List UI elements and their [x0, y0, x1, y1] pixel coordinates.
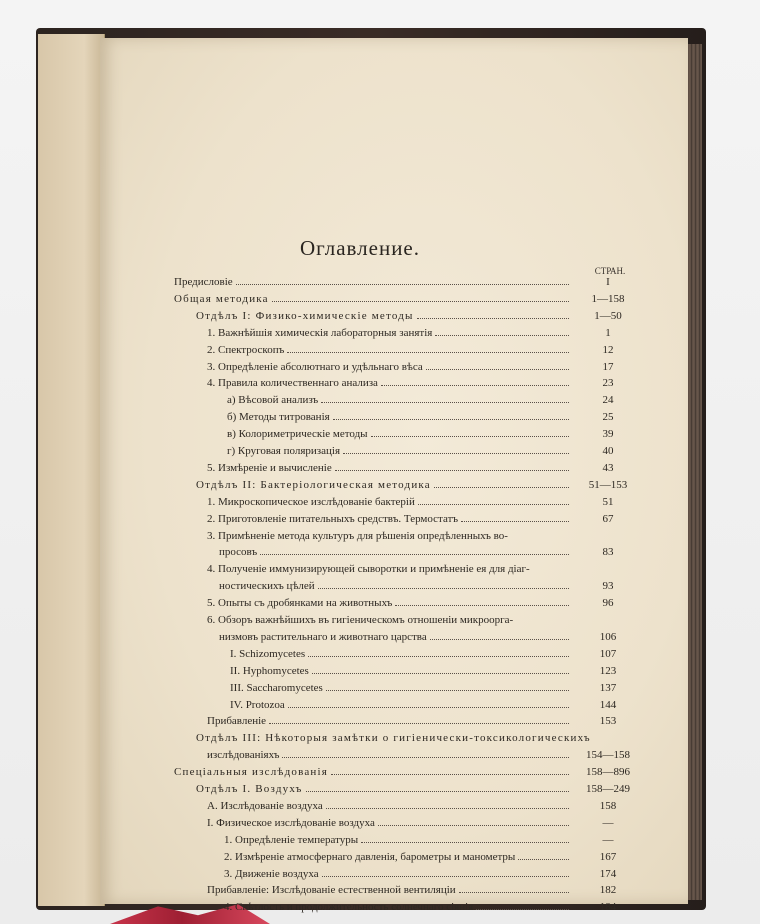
toc-entry-label: б) Методы титрованія	[227, 411, 330, 424]
toc-entry-label: Отдѣлъ I. Воздухъ	[196, 783, 303, 795]
toc-entry	[227, 443, 614, 459]
dot-leader	[511, 529, 569, 539]
left-page	[38, 34, 105, 906]
toc-entry	[174, 274, 610, 290]
toc-entry-label: Общая методика	[174, 292, 269, 305]
dot-leader	[361, 832, 569, 843]
toc-entry-label: 3. Опредѣленіе абсолютнаго и удѣльнаго вѣса	[207, 360, 423, 373]
toc-entry-page: 158—896	[586, 766, 630, 779]
dot-leader	[282, 747, 569, 758]
toc-entry-page: 153	[599, 715, 617, 728]
toc-entry	[207, 595, 614, 611]
toc-entry	[207, 325, 611, 341]
toc-entry	[227, 426, 614, 442]
toc-entry	[207, 882, 617, 898]
page-column-header: СТРАН.	[594, 266, 626, 276]
toc-entry	[174, 291, 625, 307]
toc-entry-label: Отдѣлъ II: Бактеріологическая методика	[196, 478, 431, 491]
toc-entry	[207, 747, 630, 763]
toc-entry-label: ностическихъ цѣлей	[219, 580, 315, 593]
dot-leader	[518, 849, 569, 860]
dot-leader	[461, 511, 569, 522]
toc-entry	[207, 375, 614, 391]
toc-entry	[219, 629, 617, 645]
dot-leader	[434, 477, 569, 488]
dot-leader	[288, 697, 569, 708]
toc-entry-page: —	[602, 816, 614, 829]
dot-leader	[343, 443, 569, 454]
toc-entry	[207, 815, 614, 831]
dot-leader	[322, 866, 569, 877]
toc-entry	[207, 798, 617, 814]
toc-entry	[219, 578, 614, 594]
toc-entry-label: 4. Полученіе иммунизирующей сыворотки и примѣненіе ея для діаг-	[207, 563, 530, 576]
dot-leader	[306, 781, 569, 792]
toc-entry-page: 43	[602, 461, 614, 474]
toc-entry-page: 184	[599, 901, 617, 914]
toc-entry-page: 1	[605, 326, 611, 339]
toc-entry-label: 4. Свѣтлость и продолжительность солнечнаго сіянія	[224, 901, 474, 914]
dot-leader	[459, 882, 569, 893]
toc-entry-page: 24	[602, 394, 614, 407]
toc-entry	[196, 781, 630, 797]
dot-leader	[533, 562, 569, 572]
toc-entry-page: 137	[599, 681, 617, 694]
dot-leader	[312, 663, 569, 674]
toc-entry-label: 3. Примѣненіе метода культуръ для рѣшенія опредѣленныхъ во-	[207, 529, 508, 542]
toc-entry-label: IV. Protozoa	[230, 698, 285, 711]
toc-entry	[207, 713, 617, 729]
toc-entry	[224, 899, 617, 915]
toc-entry-page: 96	[602, 597, 614, 610]
toc-entry-page: I	[606, 276, 610, 288]
toc-entry	[230, 663, 617, 679]
toc-entry-page: 182	[599, 884, 617, 897]
toc-entry-page: 144	[599, 698, 617, 711]
toc-entry-page: 12	[602, 343, 614, 356]
dot-leader	[430, 629, 569, 640]
dot-leader	[269, 713, 569, 724]
dot-leader	[381, 375, 569, 386]
toc-entry-label: Прибавленіе	[207, 715, 267, 728]
toc-entry-page: 40	[602, 445, 614, 457]
toc-entry	[230, 680, 617, 696]
dot-leader	[287, 342, 569, 353]
toc-entry-page: 23	[602, 377, 614, 390]
toc-entry	[174, 764, 630, 780]
page-title: Оглавление.	[300, 236, 420, 260]
dot-leader	[308, 646, 569, 657]
dot-leader	[371, 426, 569, 437]
toc-entry-page: 107	[599, 647, 617, 660]
toc-entry	[219, 544, 614, 560]
dot-leader	[426, 359, 569, 370]
toc-entry-label: 2. Спектроскопъ	[207, 343, 285, 356]
dot-leader	[418, 494, 569, 505]
toc-entry-label: I. Физическое изслѣдованіе воздуха	[207, 816, 375, 829]
toc-entry-page: 1—50	[594, 309, 622, 322]
toc-entry-label: II. Hyphomycetes	[230, 664, 309, 677]
toc-entry-page: 83	[602, 546, 614, 559]
dot-leader	[516, 613, 569, 623]
toc-entry-label: 3. Движеніе воздуха	[224, 867, 319, 880]
toc-entry-label: Прибавленіе: Изслѣдованіе естественной вентиляціи	[207, 884, 456, 897]
toc-entry	[207, 342, 614, 358]
dot-leader	[318, 578, 569, 589]
toc-entry-page: 174	[599, 867, 617, 880]
toc-entry-label: г) Круговая поляризація	[227, 445, 341, 457]
toc-entry-page: 51—153	[588, 478, 628, 491]
dot-leader	[594, 731, 598, 741]
toc-entry	[207, 460, 614, 476]
toc-entry-label: 1. Важнѣйшія химическія лабораторныя занятія	[207, 326, 433, 339]
toc-entry-page: 39	[602, 428, 614, 441]
toc-entry-page: 1—158	[591, 292, 625, 305]
toc-entry-label: Спеціальныя изслѣдованія	[174, 766, 329, 779]
toc-entry-label: 1. Микроскопическое изслѣдованіе бактерій	[207, 495, 415, 508]
dot-leader	[335, 460, 569, 471]
dot-leader	[260, 544, 569, 555]
toc-entry	[207, 561, 572, 577]
toc-entry-page: 51	[602, 495, 614, 508]
toc-entry	[207, 494, 614, 510]
dot-leader	[435, 325, 569, 336]
toc-entry	[227, 409, 614, 425]
dot-leader	[417, 308, 569, 319]
toc-entry	[207, 528, 572, 544]
toc-entry	[224, 866, 617, 882]
toc-entry-label: 4. Правила количественнаго анализа	[207, 377, 378, 390]
toc-entry-page: 67	[602, 512, 614, 525]
toc-entry	[196, 477, 628, 493]
toc-entry-page: 158	[599, 799, 617, 812]
dot-leader	[378, 815, 569, 826]
toc-entry-label: в) Колориметрическіе методы	[227, 428, 368, 441]
dot-leader	[395, 595, 569, 606]
toc-entry-page: 106	[599, 630, 617, 643]
toc-entry-label: низмовъ растительнаго и животнаго царства	[219, 630, 427, 643]
toc-entry-page: —	[602, 833, 614, 846]
dot-leader	[331, 764, 569, 775]
toc-entry	[230, 697, 617, 713]
toc-entry-label: I. Schizomycetes	[230, 647, 306, 660]
toc-entry-label: 2. Приготовленіе питательныхъ средствъ. Термостатъ	[207, 512, 459, 525]
toc-entry	[230, 646, 617, 662]
dot-leader	[321, 392, 569, 403]
toc-entry	[207, 359, 614, 375]
toc-entry-label: 6. Обзоръ важнѣйшихъ въ гигіеническомъ отношеніи микроорга-	[207, 614, 514, 626]
toc-entry	[224, 832, 614, 848]
dot-leader	[272, 291, 569, 302]
toc-entry-label: 5. Измѣреніе и вычисленіе	[207, 461, 332, 474]
toc-entry-page: 17	[602, 360, 614, 373]
toc-entry-label: изслѣдованіяхъ	[207, 749, 280, 762]
toc-entry-page: 93	[602, 580, 614, 593]
toc-entry	[207, 612, 572, 628]
dot-leader	[236, 274, 569, 285]
toc-entry	[207, 511, 614, 527]
toc-entry-page: 154—158	[586, 749, 630, 762]
toc-entry-page: 158—249	[586, 783, 630, 795]
toc-entry	[227, 392, 614, 408]
toc-entry-label: 1. Опредѣленіе температуры	[224, 833, 359, 846]
toc-entry-label: Отдѣлъ III: Нѣкоторыя замѣтки о гигіенически-токсикологическихъ	[196, 732, 591, 745]
toc-entry-label: 2. Измѣреніе атмосфернаго давленія, барометры и манометры	[224, 850, 516, 863]
toc-entry	[196, 730, 591, 746]
toc-entry-label: Предисловіе	[174, 276, 233, 288]
toc-entry-page: 25	[602, 411, 614, 424]
toc-entry-page: 123	[599, 664, 617, 677]
dot-leader	[326, 798, 569, 809]
toc-entry-label: просовъ	[219, 546, 258, 559]
toc-entry-label: А. Изслѣдованіе воздуха	[207, 799, 323, 812]
dot-leader	[333, 409, 569, 420]
toc-entry-page: 167	[599, 850, 617, 863]
dot-leader	[476, 899, 569, 910]
toc-entry-label: а) Вѣсовой анализъ	[227, 394, 319, 407]
dot-leader	[326, 680, 569, 691]
toc-entry-label: III. Saccharomycetes	[230, 681, 323, 694]
toc-entry	[224, 849, 617, 865]
toc-entry-label: Отдѣлъ I: Физико-химическіе методы	[196, 309, 414, 322]
toc-entry-label: 5. Опыты съ дробянками на животныхъ	[207, 597, 393, 610]
toc-entry	[196, 308, 622, 324]
